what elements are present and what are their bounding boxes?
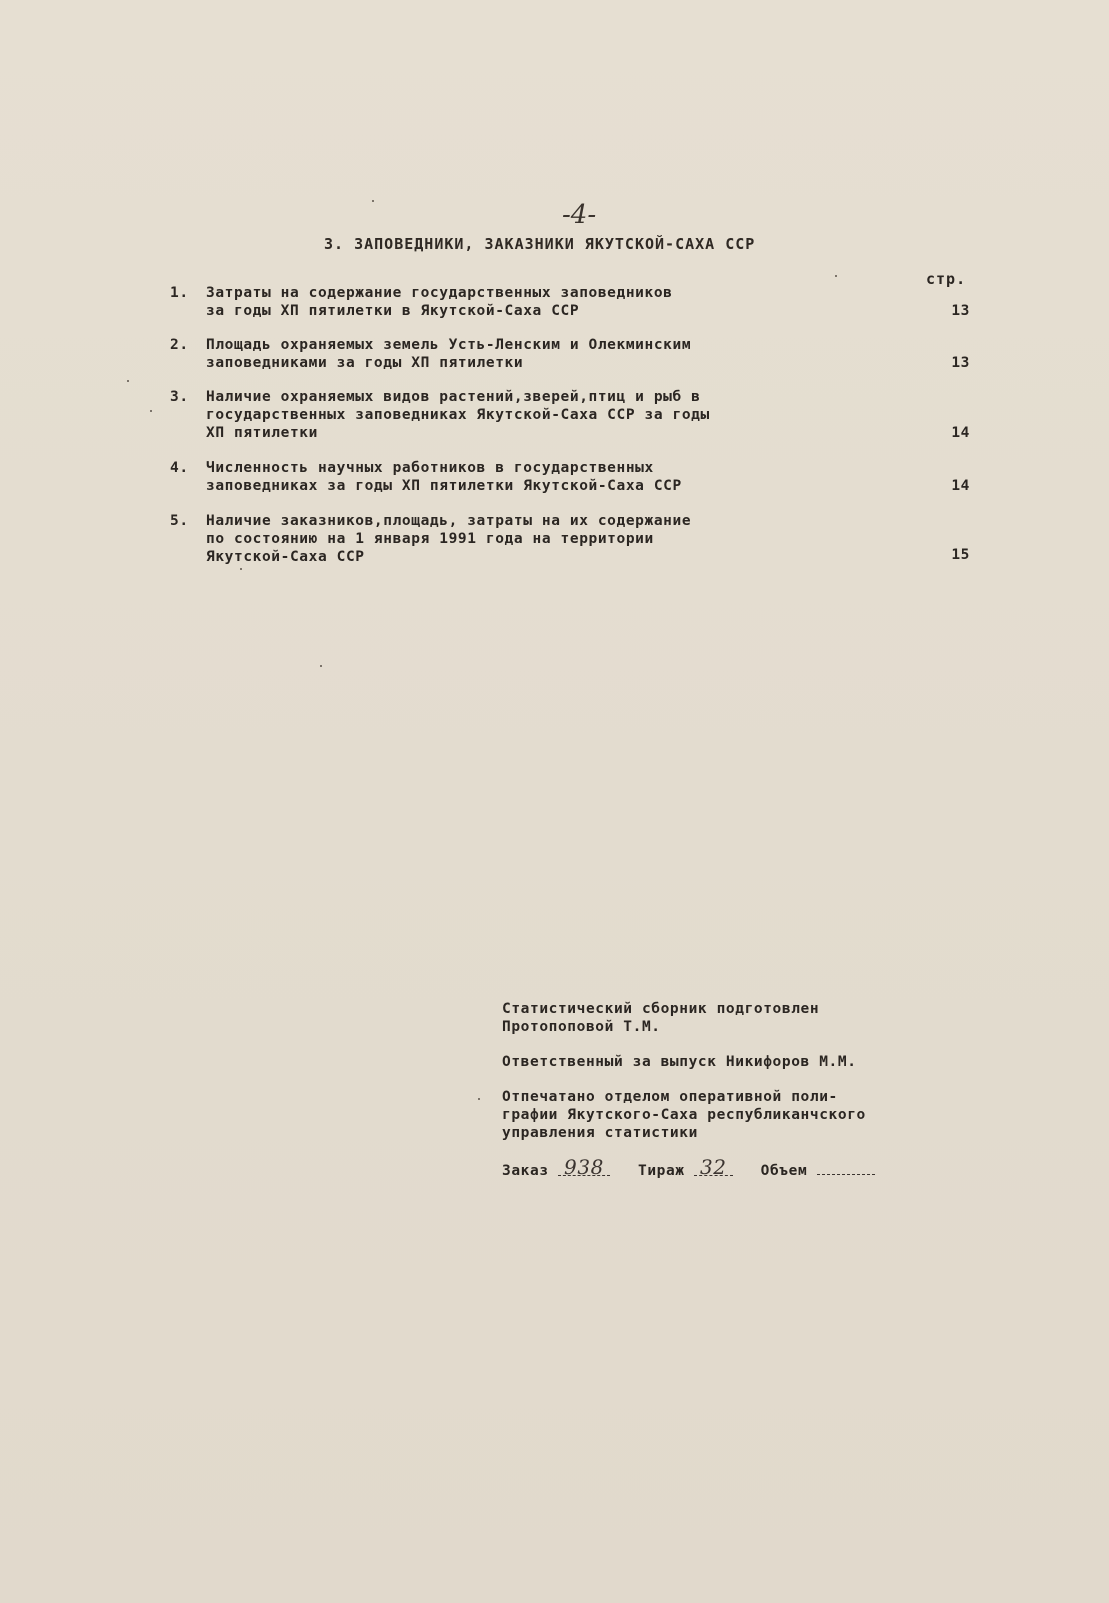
toc-item-text: [206, 459, 846, 495]
toc-item-page: 14: [951, 425, 970, 441]
toc-item-number: 2.: [170, 337, 189, 353]
scan-speck: [835, 275, 837, 277]
toc-item-line: Наличие заказников,площадь, затраты на их содержание: [206, 513, 692, 529]
toc-item-page: 13: [951, 303, 970, 319]
scan-speck: [372, 200, 374, 202]
toc-item-line: Якутской-Саха ССР: [206, 549, 365, 565]
colophon-line: Статистический сборник подготовлен: [502, 1001, 820, 1017]
scan-speck: [478, 1098, 480, 1100]
toc-item-number: 3.: [170, 389, 189, 405]
colophon-line: управления статистики: [502, 1125, 698, 1141]
colophon-responsible: [502, 1053, 982, 1071]
toc-item-text: [206, 336, 846, 372]
toc-item-line: Численность научных работников в государственных: [206, 460, 654, 476]
colophon-line: Отпечатано отделом оперативной поли-: [502, 1089, 838, 1105]
volume-blank-line: [817, 1174, 875, 1175]
page-number: -4-: [562, 200, 597, 230]
toc-item-line: заповедниками за годы ХП пятилетки: [206, 355, 524, 371]
toc-item-line: по состоянию на 1 января 1991 года на территории: [206, 531, 654, 547]
print-run-value-handwritten: 32: [694, 1159, 733, 1176]
toc-item-line: государственных заповедниках Якутской-Саха ССР за годы: [206, 407, 710, 423]
volume-label: Объем: [760, 1163, 808, 1179]
toc-item-line: ХП пятилетки: [206, 425, 318, 441]
toc-item-number: 5.: [170, 513, 189, 529]
toc-item-line: за годы ХП пятилетки в Якутской-Саха ССР: [206, 303, 580, 319]
toc-item-text: [206, 284, 846, 320]
scan-speck: [150, 410, 152, 412]
scan-speck: [127, 380, 129, 382]
order-row: [502, 1155, 982, 1180]
section-title: 3. ЗАПОВЕДНИКИ, ЗАКАЗНИКИ ЯКУТСКОЙ-САХА ССР: [324, 235, 756, 253]
toc-item-line: Затраты на содержание государственных заповедников: [206, 285, 673, 301]
toc-item-number: 1.: [170, 285, 189, 301]
order-value-handwritten: 938: [558, 1159, 610, 1176]
colophon: [502, 1000, 982, 1180]
colophon-prepared: [502, 1000, 982, 1036]
toc-item-number: 4.: [170, 460, 189, 476]
toc-item-text: [206, 388, 846, 442]
page-column-header: стр.: [926, 270, 967, 288]
order-label: Заказ: [502, 1163, 549, 1179]
toc-item-page: 14: [951, 478, 970, 494]
toc-item-page: 13: [951, 355, 970, 371]
print-run-label: Тираж: [637, 1163, 685, 1179]
scan-speck: [240, 568, 242, 570]
colophon-line: Протопоповой Т.М.: [502, 1019, 661, 1035]
toc-item-line: Площадь охраняемых земель Усть-Ленским и Олекминским: [206, 337, 692, 353]
toc-item-line: Наличие охраняемых видов растений,зверей,птиц и рыб в: [206, 389, 701, 405]
colophon-printed: [502, 1088, 982, 1142]
scan-speck: [320, 665, 322, 667]
colophon-line: Ответственный за выпуск Никифоров М.М.: [502, 1054, 857, 1070]
colophon-line: графии Якутского-Саха республиканчского: [502, 1107, 866, 1123]
toc-item-page: 15: [951, 547, 970, 563]
toc-item-text: [206, 512, 846, 566]
toc-item-line: заповедниках за годы ХП пятилетки Якутской-Саха ССР: [206, 478, 682, 494]
